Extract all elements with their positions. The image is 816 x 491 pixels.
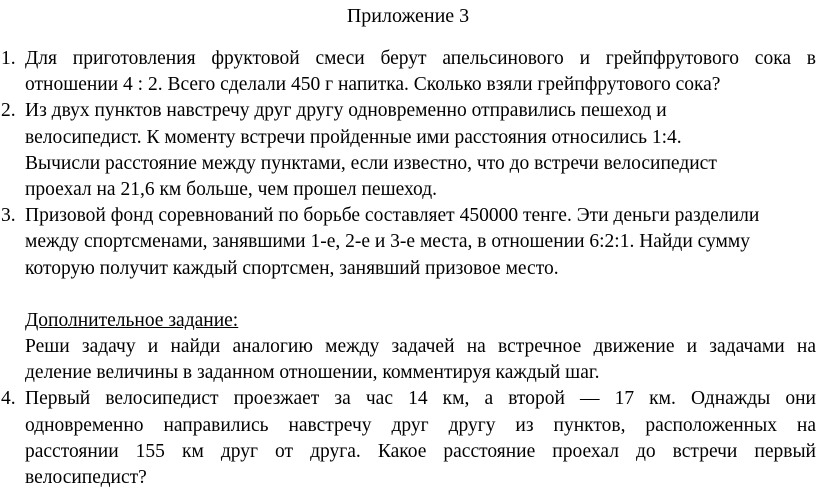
extra-task-heading: Дополнительное задание: <box>25 309 239 331</box>
extra-task-line-2: деление величины в заданном отношении, комментируя каждый шаг. <box>25 362 600 384</box>
task-4-line-1: Первый велосипедист проезжает за час 14 км, а второй — 17 км. Однажды они <box>25 388 816 410</box>
task-3-line-3: которую получит каждый спортсмен, занявший призовое место. <box>25 257 559 279</box>
task-2-line-3: Вычисли расстояние между пунктами, если известно, что до встречи велосипедист <box>25 152 717 174</box>
task-3 <box>0 203 816 282</box>
task-3-line-1: Призовой фонд соревнований по борьбе составляет 450000 тенге. Эти деньги разделили <box>25 205 760 227</box>
task-2-line-2: велосипедист. К моменту встречи пройденные ими расстояния относились 1:4. <box>25 126 682 148</box>
task-number: 4. <box>1 388 16 410</box>
blank-line <box>0 282 816 308</box>
task-1 <box>0 46 816 98</box>
task-3-line-2: между спортсменами, занявшими 1-е, 2-е и 3-е места, в отношении 6:2:1. Найди сумму <box>25 231 750 253</box>
extra-task-body <box>0 334 816 386</box>
task-2-line-4: проехал на 21,6 км больше, чем прошел пешеход. <box>25 178 437 200</box>
extra-task-line-1: Реши задачу и найди аналогию между задачей на встречное движение и задачами на <box>25 336 816 358</box>
task-2-line-1: Из двух пунктов навстречу друг другу одновременно отправились пешеход и <box>25 100 667 122</box>
task-2 <box>0 98 816 203</box>
task-number: 2. <box>1 100 16 122</box>
task-4 <box>0 386 816 491</box>
task-1-line-2: отношении 4 : 2. Всего сделали 450 г напитка. Сколько взяли грейпфрутового сока? <box>25 74 721 96</box>
task-4-line-4: велосипедист? <box>25 467 147 488</box>
task-number: 3. <box>1 205 16 227</box>
task-list <box>0 46 816 491</box>
task-number: 1. <box>1 48 16 69</box>
page-title: Приложение 3 <box>346 5 470 27</box>
task-4-line-3: расстоянии 155 км друг от друга. Какое расстояние проехал до встречи первый <box>25 440 816 462</box>
task-4-line-2: одновременно направились навстречу друг другу из пунктов, расположенных на <box>25 414 816 436</box>
task-1-line-1: Для приготовления фруктовой смеси берут апельсинового и грейпфрутового сока в <box>25 48 816 69</box>
